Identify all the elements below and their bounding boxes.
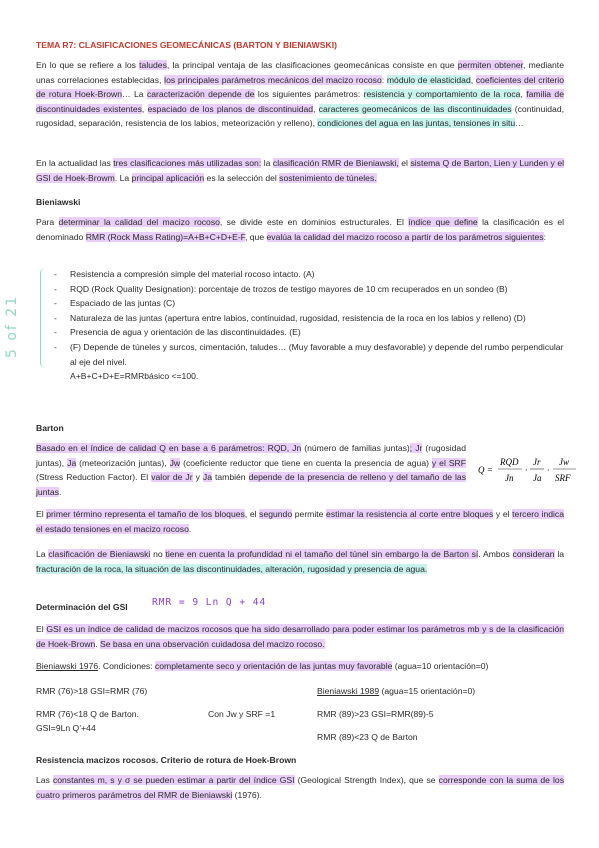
bieniawski-paragraph: Para determinar la calidad del macizo rocoso, se divide este en dominios estructurales. El índice que define la clasificación es el denominado RMR (Rock Mass Rating)=A+B+C+D+E-F, que evalúa la calidad del macizo rocoso a partir de los parámetros siguientes: <box>36 217 565 242</box>
page-title: TEMA R7: CLASIFICACIONES GEOMECÁNICAS (BARTON Y BIENIAWSKI) <box>36 40 337 50</box>
rmr-76-line-3: GSI=9Ln Q’+44 <box>36 723 96 733</box>
svg-text:Jn: Jn <box>505 473 514 483</box>
list-item: - RQD (Rock Quality Designation): porcentaje de trozos de testigo mayores de 10 cm recuperados en un sondeo (B) <box>36 282 564 297</box>
svg-text:SRF: SRF <box>555 473 571 483</box>
svg-text:Q =: Q = <box>478 465 493 475</box>
q-formula <box>478 452 578 488</box>
svg-text:Jw: Jw <box>559 457 569 467</box>
section-heading-hoek-brown: Resistencia macizos rocosos. Criterio de rotura de Hoek-Brown <box>36 755 297 765</box>
section-heading-barton: Barton <box>36 423 64 433</box>
intro-paragraph: En lo que se refiere a los taludes, la principal ventaja de las clasificaciones geomecánicas consiste en que permiten obtener, mediante unas correlaciones establecidas, los principales parámetros mecánicos del macizo rocoso: módulo de elasticidad, coeficientes del criterio de rotura Hoek-Brown… La caracterización depende de los siguientes parámetros: resistencia y comportamiento de la roca, familia de discontinuidades existentes, espaciado de los planos de discontinuidad, caracteres geomecánicos de las discontinuidades (continuidad, rugosidad, separación, resistencia de los labios, meteorización y relleno), condiciones del agua en las juntas, tensiones in situ… <box>36 60 564 129</box>
barton-paragraph: Basado en el índice de calidad Q en base a 6 parámetros: RQD, Jn (número de familias juntas); Jr (rugosidad juntas), Ja (meteorización juntas), Jw (coeficiente reductor que tiene en cuenta la presencia de agua) y el SRF (Stress Reduction Factor). El valor de Jr y Ja también depende de la presencia de relleno y del tamaño de las juntas. <box>36 443 467 497</box>
rmr-mid-note: Con Jw y SRF =1 <box>208 709 276 719</box>
rmr-sum-line: A+B+C+D+E=RMRbásico <=100. <box>70 371 199 382</box>
list-item: - Presencia de agua y orientación de las discontinuidades. (E) <box>36 325 564 340</box>
hoek-brown-paragraph: Las constantes m, s y σ se pueden estimar a partir del índice GSI (Geological Strength Index), que se corresponde con la suma de los cuatro primeros parámetros del RMR de Bieniawski (1976). <box>36 775 564 800</box>
rmr-76-line-1: RMR (76)>18 GSI=RMR (76) <box>36 686 148 696</box>
list-item: - Resistencia a compresión simple del material rocoso intacto. (A) <box>36 267 564 282</box>
list-item: - Espaciado de las juntas (C) <box>36 296 564 311</box>
gsi-paragraph: El GSI es un índice de calidad de macizos rocosos que ha sido desarrollado para poder estimar los parámetros mb y s de la clasificación de Hoek-Brown. Se basa en una observación cuidadosa del macizo rocoso. <box>36 624 565 649</box>
svg-text:Jr: Jr <box>533 457 541 467</box>
handwritten-margin-note: 5 of 21 <box>4 294 20 358</box>
svg-text:·: · <box>525 465 528 475</box>
conditions-line: Bieniawski 1976. Condiciones: completamente seco y orientación de las juntas muy favorable (agua=10 orientación=0) <box>36 661 489 671</box>
actual-paragraph: En la actualidad las tres clasificaciones más utilizadas son: la clasificación RMR de Bieniawski, el sistema Q de Barton, Lien y Lunden y el GSI de Hoek-Browm. La principal aplicación es la selección del sostenimiento de túneles. <box>36 158 565 183</box>
handwritten-gsi-formula: RMR = 9 Ln Q + 44 <box>152 597 267 608</box>
comparison-paragraph: La clasificación de Bieniawski no tiene en cuenta la profundidad ni el tamaño del túnel sin embargo la de Barton sí. Ambos consideran la fracturación de la roca, la situación de las discontinuidades, alteración, rugosidad y presencia de agua. <box>36 549 565 574</box>
svg-text:Ja: Ja <box>533 473 542 483</box>
section-heading-gsi: Determinación del GSI <box>36 602 128 612</box>
barton-terms-paragraph: El primer término representa el tamaño de los bloques, el segundo permite estimar la resistencia al corte entre bloques y el tercero indica el estado tensiones en el macizo rocoso. <box>36 509 564 534</box>
svg-text:·: · <box>547 465 550 475</box>
list-item: - (F) Depende de túneles y surcos, cimentación, taludes… (Muy favorable a muy desfavorable) y depende del rumbo perpendicular al eje del nivel. <box>36 340 564 369</box>
svg-text:RQD: RQD <box>500 457 519 467</box>
rmr-89-line-2: RMR (89)<23 Q de Barton <box>317 732 418 742</box>
rmr-76-block <box>36 684 206 735</box>
rmr-89-block: Bieniawski 1989 (agua=15 orientación=0) RMR (89)>23 GSI=RMR(89)-5 RMR (89)<23 Q de Barton <box>317 684 567 744</box>
rmr-89-line-1: RMR (89)>23 GSI=RMR(89)-5 <box>317 709 434 719</box>
rmr-76-line-2: RMR (76)<18 Q de Barton. <box>36 709 139 719</box>
section-heading-bieniawski: Bieniawski <box>36 197 81 207</box>
parameter-list <box>36 267 564 384</box>
list-item: - Naturaleza de las juntas (apertura entre labios, continuidad, rugosidad, resistencia de la roca en los labios y relleno) (D) <box>36 311 564 326</box>
